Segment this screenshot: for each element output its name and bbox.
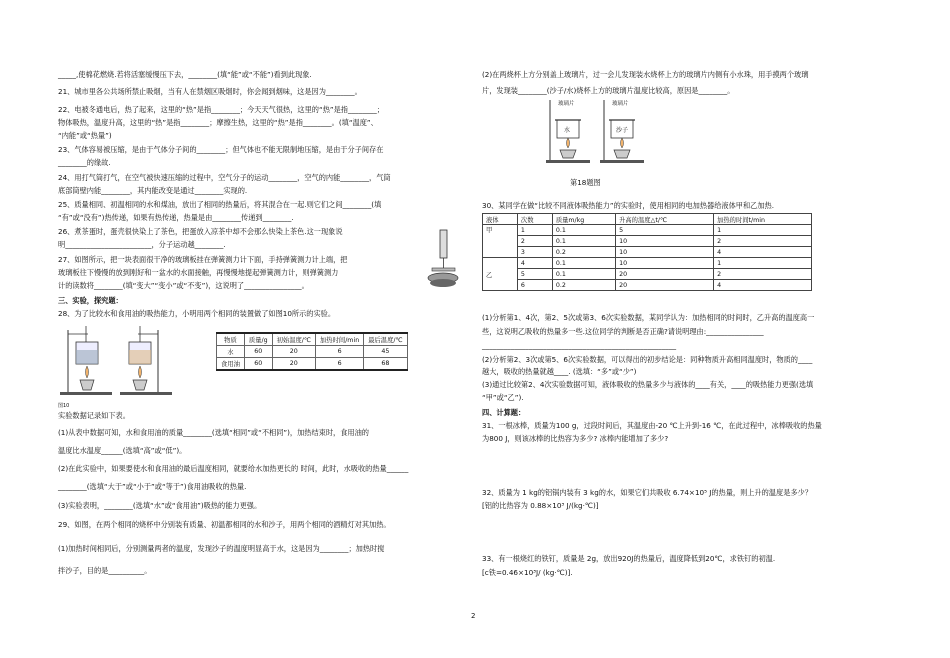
table-cell: 水: [217, 346, 245, 358]
q31-line2: 为800 J，则该冰棒的比热容为多少? 冰棒内能增加了多少?: [482, 434, 669, 443]
q29-part1-line2: 拌沙子，目的是__________。: [58, 566, 152, 575]
q29-part2-line2: 片，发现装________(沙子/水)烧杯上方的玻璃片温度比较高，原因是________。: [482, 86, 735, 95]
table-cell: 0.1: [552, 225, 615, 236]
q22-line1: 22、电被冬通电后，热了起来，这里的“热”是指________；今天天气很热，这里的“热”是指________；: [58, 105, 384, 114]
table-row: [483, 269, 812, 280]
q27-line2: 玻璃板往下慢慢的放到刚好和一盆水的水面接触，再慢慢地提起弹簧测力计，则弹簧测力: [58, 268, 339, 277]
table-cell: 68: [364, 358, 407, 371]
section-4-heading: 四、计算题：: [482, 408, 526, 417]
table-row: [483, 236, 812, 247]
table-cell: 1: [517, 225, 552, 236]
table-q30: [482, 213, 812, 291]
table-row: [483, 247, 812, 258]
q30-part1-line1: (1)分析第1、4次，第2、5次或第3、6次实验数据，某同学认为：加热相同的时间时，乙升高的温度高一: [482, 313, 815, 322]
table-cell: 5: [517, 269, 552, 280]
table-cell: 3: [517, 247, 552, 258]
table-cell: 60: [244, 346, 272, 358]
table-cell: 2: [714, 269, 812, 280]
page-number: 2: [471, 612, 476, 620]
table-header-cell: 加热的时间t/min: [714, 214, 812, 225]
q28-part1-line1: (1)从表中数据可知，水和食用油的质量________(选填“相同”或“不相同”)，加热结束时，食用油的: [58, 428, 369, 437]
fig10-caption: 图10: [58, 403, 70, 409]
table-row: [483, 214, 812, 225]
table-cell: 0.2: [552, 247, 615, 258]
table-cell: 2: [714, 236, 812, 247]
table-q28: [216, 332, 408, 371]
glass-plate-label-sand: 玻璃片: [612, 101, 629, 107]
table-cell: 20: [616, 280, 714, 291]
table-cell: 20: [616, 269, 714, 280]
q29-part2-line1: (2)在两烧杯上方分别盖上玻璃片，过一会儿发现装水烧杯上方的玻璃片内侧有小水珠，用手摸两个玻璃: [482, 70, 809, 79]
table-cell: 45: [364, 346, 407, 358]
table-cell: 4: [714, 247, 812, 258]
q30-part3-line1: (3)通过比较第2、4次实验数据可知，液体吸收的热量多少与液体的____有关，____的吸热能力更强(选填: [482, 380, 814, 389]
q22-line3: “内能”或“热量”): [58, 131, 112, 140]
q20-tail: _____,使棉花燃烧.若将活塞缓慢压下去，________(填“能”或“不能”)看到此现象.: [58, 70, 312, 79]
table-cell: 6: [316, 346, 364, 358]
q22-line2: 物体吸热，温度升高，这里的“热”是指________；摩擦生热，这里的“热”是指________。(填“温度”、: [58, 118, 378, 127]
beaker-label-water: 水: [564, 127, 571, 134]
table-cell: 0.1: [552, 236, 615, 247]
q23-line1: 23、气体容易被压缩，是由于气体分子间的________；但气体也不能无限制地压缩，是由于分子间存在: [58, 145, 384, 154]
table-cell: 1: [714, 258, 812, 269]
spring-scale-figure: [426, 228, 460, 292]
table-cell: 食用油: [217, 358, 245, 371]
table-cell: 1: [714, 225, 812, 236]
table-header-cell: 初始温度/℃: [272, 333, 315, 346]
q28-part1-line2: 温度比水温度______(选填“高”或“低”)。: [58, 446, 187, 455]
table-cell: 4: [714, 280, 812, 291]
table-header-cell: 升高的温度△t/℃: [616, 214, 714, 225]
q33-line2: [c铁=0.46×10³J/ (kg·℃)].: [482, 568, 573, 577]
table-header-cell: 液体: [483, 214, 518, 225]
q23-line2: ________的缘故.: [58, 158, 111, 167]
table-row: [483, 225, 812, 236]
q28-part2-line1: (2)在此实验中，如果要使水和食用油的最后温度相同，就要给水加热更长的 时间，此时，水吸收的热量______: [58, 464, 409, 473]
table-cell: 2: [517, 236, 552, 247]
q28-part2-line2: ________(选填“大于”或“小于”或“等于”)食用油吸收的热量.: [58, 482, 247, 491]
table-cell: 0.2: [552, 280, 615, 291]
table-cell: 20: [272, 346, 315, 358]
table-header-cell: 加热时间/min: [316, 333, 364, 346]
q30-intro: 30、某同学在做“比较不同液体吸热能力”的实验时，使用相同的电加热器给液体甲和乙加热.: [482, 201, 775, 210]
table-cell-liquid: 乙: [483, 258, 518, 291]
q28-part3: (3)实验表明，________(选填“水”或“食用油”)吸热的能力更强。: [58, 501, 262, 510]
q29-intro: 29、如图，在两个相同的烧杯中分别装有质量、初温都相同的水和沙子，用两个相同的酒精灯对其加热。: [58, 520, 391, 529]
table-row: [217, 358, 408, 371]
q26-line1: 26、煮茶蛋时，蛋壳很快染上了茶色，把蛋放入凉茶中却不会那么快染上茶色.这一现象说: [58, 227, 343, 236]
q31-line1: 31、一根冰棒，质量为100 g，过段时间后，其温度由-20 ℃上升到-16 ℃，在此过程中，冰棒吸收的热量: [482, 421, 822, 430]
fig18-caption: 第18题图: [570, 178, 601, 187]
table-row: [483, 258, 812, 269]
table-header-cell: 次数: [517, 214, 552, 225]
q28-data-note: 实验数据记录如下表。: [58, 411, 130, 420]
q24-line1: 24、用打气筒打气，在空气被快速压缩的过程中，空气分子的运动________，空气的内能________，气筒: [58, 173, 391, 182]
q30-part2-line1: (2)分析第2、3次或第5、6次实验数据，可以得出的初步结论是：同种物质升高相同温度时，物质的____: [482, 355, 813, 364]
table-header-cell: 最后温度/℃: [364, 333, 407, 346]
q25-line2: “有”或“没有”)热传递，如果有热传递，热量是由________传递到________.: [58, 213, 294, 222]
q30-part3-line2: “甲”或“乙”).: [482, 393, 524, 402]
q21: 21、城市里各公共场所禁止吸烟，当有人在禁烟区吸烟时，你会闻到烟味，这是因为________。: [58, 87, 362, 96]
table-cell-liquid: 甲: [483, 225, 518, 258]
table-row: [483, 280, 812, 291]
q32-line1: 32、质量为 1 kg的铝锅内装有 3 kg的水，如果它们共吸收 6.74×10⁵ J的热量，则上升的温度是多少？: [482, 488, 813, 497]
heating-apparatus-figure: [58, 322, 176, 404]
table-row: [217, 346, 408, 358]
q33-line1: 33、有一根烧红的铁钉，质量是 2g，放出920J的热量后，温度降低到20℃，求铁钉的初温.: [482, 554, 776, 563]
q30-part2-line2: 越大，吸收的热量就越____. (选填：“多”或“少”): [482, 367, 637, 376]
table-header-cell: 物质: [217, 333, 245, 346]
table-cell: 6: [316, 358, 364, 371]
table-cell: 5: [616, 225, 714, 236]
table-cell: 60: [244, 358, 272, 371]
table-cell: 10: [616, 258, 714, 269]
q27-line1: 27、如图所示，把一块表面很干净的玻璃板挂在弹簧测力计下面，手持弹簧测力计上端，把: [58, 255, 348, 264]
q24-line2: 底部筒壁内能________，其内能改变是通过________实现的.: [58, 186, 248, 195]
table-row: [217, 333, 408, 346]
table-cell: 10: [616, 236, 714, 247]
q29-part1-line1: (1)加热时间相同后，分别测量两者的温度，发现沙子的温度明显高于水，这是因为________；加热时搅: [58, 544, 385, 553]
table-cell: 0.1: [552, 258, 615, 269]
table-cell: 4: [517, 258, 552, 269]
table-cell: 0.1: [552, 269, 615, 280]
q30-part1-line2: 些，这说明乙吸收的热量多一些.这位同学的判断是否正确?请说明理由:________________: [482, 327, 764, 336]
table-cell: 6: [517, 280, 552, 291]
q32-line2: [铝的比热容为 0.88×10³ J/(kg·℃)]: [482, 501, 599, 510]
q25-line1: 25、质量相同、初温相同的水和煤油，放出了相同的热量后，将其混合在一起.则它们之间________(填: [58, 200, 382, 209]
q28-intro: 28、为了比较水和食用油的吸热能力，小明用两个相同的装置做了如图10所示的实验。: [58, 309, 336, 318]
beaker-label-sand: 沙子: [616, 127, 629, 134]
q27-line3: 计的读数将________(填“变大”“变小”或“不变”)，这说明了________________。: [58, 281, 309, 290]
table-header-cell: 质量m/kg: [552, 214, 615, 225]
section-3-heading: 三、实验，探究题：: [58, 296, 123, 305]
glass-plate-label-water: 玻璃片: [558, 101, 575, 107]
q26-line2: 明________________________，分子运动越________.: [58, 240, 226, 249]
q30-part1-line3: ______________________________________________________: [482, 341, 677, 350]
table-cell: 10: [616, 247, 714, 258]
table-header-cell: 质量/g: [244, 333, 272, 346]
table-cell: 20: [272, 358, 315, 371]
